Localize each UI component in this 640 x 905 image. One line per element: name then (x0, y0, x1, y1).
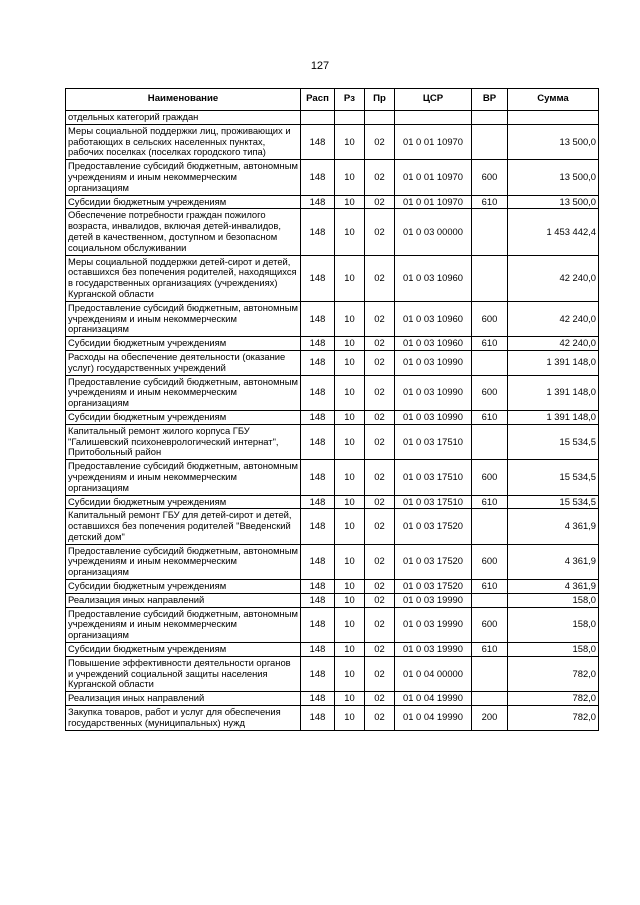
cell-rasp: 148 (301, 580, 335, 594)
table-row (66, 509, 599, 544)
cell-rz: 10 (335, 580, 365, 594)
cell-sum: 4 361,9 (508, 580, 599, 594)
cell-vr (472, 593, 508, 607)
cell-sum: 1 391 148,0 (508, 410, 599, 424)
table-row (66, 460, 599, 495)
cell-name: Предоставление субсидий бюджетным, автономным учреждениям и иным некоммерческим организациям (66, 607, 301, 642)
cell-rz: 10 (335, 375, 365, 410)
cell-rasp: 148 (301, 460, 335, 495)
table-row (66, 607, 599, 642)
cell-name: Субсидии бюджетным учреждениям (66, 495, 301, 509)
cell-csr: 01 0 01 10970 (395, 195, 472, 209)
cell-rasp: 148 (301, 607, 335, 642)
cell-rz: 10 (335, 643, 365, 657)
table-row (66, 580, 599, 594)
cell-rz: 10 (335, 195, 365, 209)
header-rz: Рз (335, 89, 365, 111)
cell-pr: 02 (365, 255, 395, 301)
cell-pr: 02 (365, 580, 395, 594)
cell-vr (472, 255, 508, 301)
cell-sum: 4 361,9 (508, 509, 599, 544)
cell-csr: 01 0 03 10960 (395, 337, 472, 351)
header-csr: ЦСР (395, 89, 472, 111)
cell-vr: 610 (472, 195, 508, 209)
cell-rasp: 148 (301, 160, 335, 195)
cell-csr: 01 0 03 17520 (395, 544, 472, 579)
cell-rasp: 148 (301, 375, 335, 410)
cell-name: Предоставление субсидий бюджетным, автономным учреждениям и иным некоммерческим организациям (66, 301, 301, 336)
cell-rasp: 148 (301, 209, 335, 255)
cell-rasp: 148 (301, 706, 335, 731)
cell-pr: 02 (365, 124, 395, 159)
cell-csr: 01 0 01 10970 (395, 160, 472, 195)
cell-pr: 02 (365, 593, 395, 607)
table-row (66, 209, 599, 255)
cell-vr (472, 209, 508, 255)
cell-name: Субсидии бюджетным учреждениям (66, 337, 301, 351)
cell-pr: 02 (365, 706, 395, 731)
table-row (66, 301, 599, 336)
cell-name: отдельных категорий граждан (66, 111, 301, 125)
cell-vr (472, 111, 508, 125)
cell-rasp: 148 (301, 124, 335, 159)
cell-sum: 1 453 442,4 (508, 209, 599, 255)
cell-sum: 4 361,9 (508, 544, 599, 579)
cell-pr: 02 (365, 692, 395, 706)
cell-name: Субсидии бюджетным учреждениям (66, 410, 301, 424)
table-body (66, 111, 599, 731)
cell-sum: 13 500,0 (508, 195, 599, 209)
header-pr: Пр (365, 89, 395, 111)
cell-csr: 01 0 03 19990 (395, 607, 472, 642)
cell-vr: 600 (472, 375, 508, 410)
cell-csr: 01 0 03 17510 (395, 460, 472, 495)
table-row (66, 195, 599, 209)
budget-table (65, 88, 599, 731)
cell-name: Обеспечение потребности граждан пожилого возраста, инвалидов, включая детей-инвалидов, детей в качественном, доступном и безопасном социальном обслуживании (66, 209, 301, 255)
cell-name: Предоставление субсидий бюджетным, автономным учреждениям и иным некоммерческим организациям (66, 544, 301, 579)
cell-pr: 02 (365, 424, 395, 459)
cell-sum: 782,0 (508, 656, 599, 691)
cell-vr: 610 (472, 410, 508, 424)
cell-sum: 42 240,0 (508, 301, 599, 336)
table-row (66, 255, 599, 301)
header-name: Наименование (66, 89, 301, 111)
cell-vr (472, 656, 508, 691)
table-row (66, 124, 599, 159)
cell-vr (472, 350, 508, 375)
cell-name: Меры социальной поддержки детей-сирот и детей, оставшихся без попечения родителей, находящихся в государственных организациях (учреждениях) Курганской области (66, 255, 301, 301)
cell-pr: 02 (365, 544, 395, 579)
table-row (66, 495, 599, 509)
cell-pr: 02 (365, 656, 395, 691)
cell-sum: 1 391 148,0 (508, 350, 599, 375)
cell-vr: 610 (472, 643, 508, 657)
cell-csr: 01 0 04 19990 (395, 706, 472, 731)
cell-vr (472, 692, 508, 706)
cell-csr: 01 0 03 10990 (395, 375, 472, 410)
cell-csr: 01 0 03 17520 (395, 509, 472, 544)
table-row (66, 706, 599, 731)
table-row (66, 692, 599, 706)
table-row (66, 337, 599, 351)
cell-sum (508, 111, 599, 125)
cell-name: Капитальный ремонт жилого корпуса ГБУ "Галишевский психоневрологический интернат", Притобольный район (66, 424, 301, 459)
cell-sum: 13 500,0 (508, 160, 599, 195)
cell-csr: 01 0 03 10960 (395, 255, 472, 301)
cell-rz: 10 (335, 706, 365, 731)
cell-vr: 610 (472, 495, 508, 509)
cell-name: Повышение эффективности деятельности органов и учреждений социальной защиты населения Курганской области (66, 656, 301, 691)
cell-csr: 01 0 03 19990 (395, 643, 472, 657)
cell-rasp: 148 (301, 301, 335, 336)
cell-rasp: 148 (301, 544, 335, 579)
header-row (66, 89, 599, 111)
cell-vr (472, 124, 508, 159)
cell-rasp: 148 (301, 509, 335, 544)
cell-name: Предоставление субсидий бюджетным, автономным учреждениям и иным некоммерческим организациям (66, 160, 301, 195)
cell-rz: 10 (335, 255, 365, 301)
cell-csr: 01 0 03 00000 (395, 209, 472, 255)
cell-csr: 01 0 03 17510 (395, 495, 472, 509)
cell-rasp: 148 (301, 593, 335, 607)
cell-rz: 10 (335, 593, 365, 607)
cell-vr: 600 (472, 301, 508, 336)
cell-pr: 02 (365, 337, 395, 351)
cell-name: Реализация иных направлений (66, 593, 301, 607)
table-row (66, 375, 599, 410)
cell-vr: 610 (472, 337, 508, 351)
cell-rz: 10 (335, 495, 365, 509)
cell-pr: 02 (365, 375, 395, 410)
table-row (66, 424, 599, 459)
cell-rz: 10 (335, 692, 365, 706)
table-header (66, 89, 599, 111)
table-row (66, 544, 599, 579)
cell-vr: 610 (472, 580, 508, 594)
table-row (66, 643, 599, 657)
cell-rz: 10 (335, 350, 365, 375)
table-row (66, 656, 599, 691)
cell-sum: 15 534,5 (508, 495, 599, 509)
cell-pr: 02 (365, 160, 395, 195)
cell-pr: 02 (365, 509, 395, 544)
cell-rasp: 148 (301, 337, 335, 351)
cell-rz: 10 (335, 337, 365, 351)
cell-pr: 02 (365, 301, 395, 336)
cell-rz: 10 (335, 607, 365, 642)
cell-pr (365, 111, 395, 125)
cell-name: Субсидии бюджетным учреждениям (66, 643, 301, 657)
cell-sum: 42 240,0 (508, 337, 599, 351)
cell-name: Субсидии бюджетным учреждениям (66, 195, 301, 209)
cell-rz: 10 (335, 124, 365, 159)
cell-vr: 600 (472, 160, 508, 195)
cell-rasp: 148 (301, 643, 335, 657)
cell-name: Меры социальной поддержки лиц, проживающих и работающих в сельских населенных пунктах, рабочих поселках (поселках городского типа) (66, 124, 301, 159)
cell-name: Предоставление субсидий бюджетным, автономным учреждениям и иным некоммерческим организациям (66, 375, 301, 410)
table-row (66, 160, 599, 195)
cell-rasp: 148 (301, 656, 335, 691)
cell-rz: 10 (335, 410, 365, 424)
cell-rz: 10 (335, 160, 365, 195)
cell-pr: 02 (365, 643, 395, 657)
cell-rz: 10 (335, 656, 365, 691)
cell-rasp: 148 (301, 424, 335, 459)
cell-rasp: 148 (301, 692, 335, 706)
cell-csr: 01 0 01 10970 (395, 124, 472, 159)
cell-name: Предоставление субсидий бюджетным, автономным учреждениям и иным некоммерческим организациям (66, 460, 301, 495)
cell-vr (472, 509, 508, 544)
cell-csr: 01 0 04 00000 (395, 656, 472, 691)
cell-vr: 600 (472, 607, 508, 642)
cell-rz: 10 (335, 544, 365, 579)
table-row (66, 410, 599, 424)
cell-name: Реализация иных направлений (66, 692, 301, 706)
cell-pr: 02 (365, 495, 395, 509)
cell-csr: 01 0 03 19990 (395, 593, 472, 607)
table-row (66, 111, 599, 125)
cell-name: Субсидии бюджетным учреждениям (66, 580, 301, 594)
cell-sum: 1 391 148,0 (508, 375, 599, 410)
cell-sum: 158,0 (508, 593, 599, 607)
cell-rasp: 148 (301, 350, 335, 375)
cell-rz (335, 111, 365, 125)
cell-rz: 10 (335, 509, 365, 544)
cell-name: Закупка товаров, работ и услуг для обеспечения государственных (муниципальных) нужд (66, 706, 301, 731)
cell-sum: 15 534,5 (508, 424, 599, 459)
cell-pr: 02 (365, 350, 395, 375)
table-row (66, 350, 599, 375)
cell-pr: 02 (365, 410, 395, 424)
cell-csr: 01 0 03 10990 (395, 350, 472, 375)
cell-csr: 01 0 03 17520 (395, 580, 472, 594)
cell-rasp: 148 (301, 495, 335, 509)
cell-rasp: 148 (301, 195, 335, 209)
page-number: 127 (310, 60, 330, 72)
cell-csr: 01 0 04 19990 (395, 692, 472, 706)
header-vr: ВР (472, 89, 508, 111)
cell-pr: 02 (365, 209, 395, 255)
cell-sum: 158,0 (508, 643, 599, 657)
header-sum: Сумма (508, 89, 599, 111)
cell-sum: 15 534,5 (508, 460, 599, 495)
cell-csr (395, 111, 472, 125)
table-row (66, 593, 599, 607)
cell-vr: 600 (472, 460, 508, 495)
cell-rasp: 148 (301, 255, 335, 301)
cell-name: Капитальный ремонт ГБУ для детей-сирот и детей, оставшихся без попечения родителей "Введенский детский дом" (66, 509, 301, 544)
cell-vr (472, 424, 508, 459)
cell-sum: 782,0 (508, 706, 599, 731)
cell-sum: 13 500,0 (508, 124, 599, 159)
cell-rz: 10 (335, 301, 365, 336)
cell-csr: 01 0 03 10990 (395, 410, 472, 424)
cell-csr: 01 0 03 17510 (395, 424, 472, 459)
cell-rz: 10 (335, 424, 365, 459)
cell-sum: 42 240,0 (508, 255, 599, 301)
cell-pr: 02 (365, 607, 395, 642)
cell-pr: 02 (365, 195, 395, 209)
cell-vr: 600 (472, 544, 508, 579)
cell-rasp (301, 111, 335, 125)
cell-sum: 782,0 (508, 692, 599, 706)
cell-sum: 158,0 (508, 607, 599, 642)
cell-vr: 200 (472, 706, 508, 731)
cell-rz: 10 (335, 209, 365, 255)
header-rasp: Расп (301, 89, 335, 111)
cell-csr: 01 0 03 10960 (395, 301, 472, 336)
cell-rasp: 148 (301, 410, 335, 424)
cell-pr: 02 (365, 460, 395, 495)
cell-rz: 10 (335, 460, 365, 495)
cell-name: Расходы на обеспечение деятельности (оказание услуг) государственных учреждений (66, 350, 301, 375)
